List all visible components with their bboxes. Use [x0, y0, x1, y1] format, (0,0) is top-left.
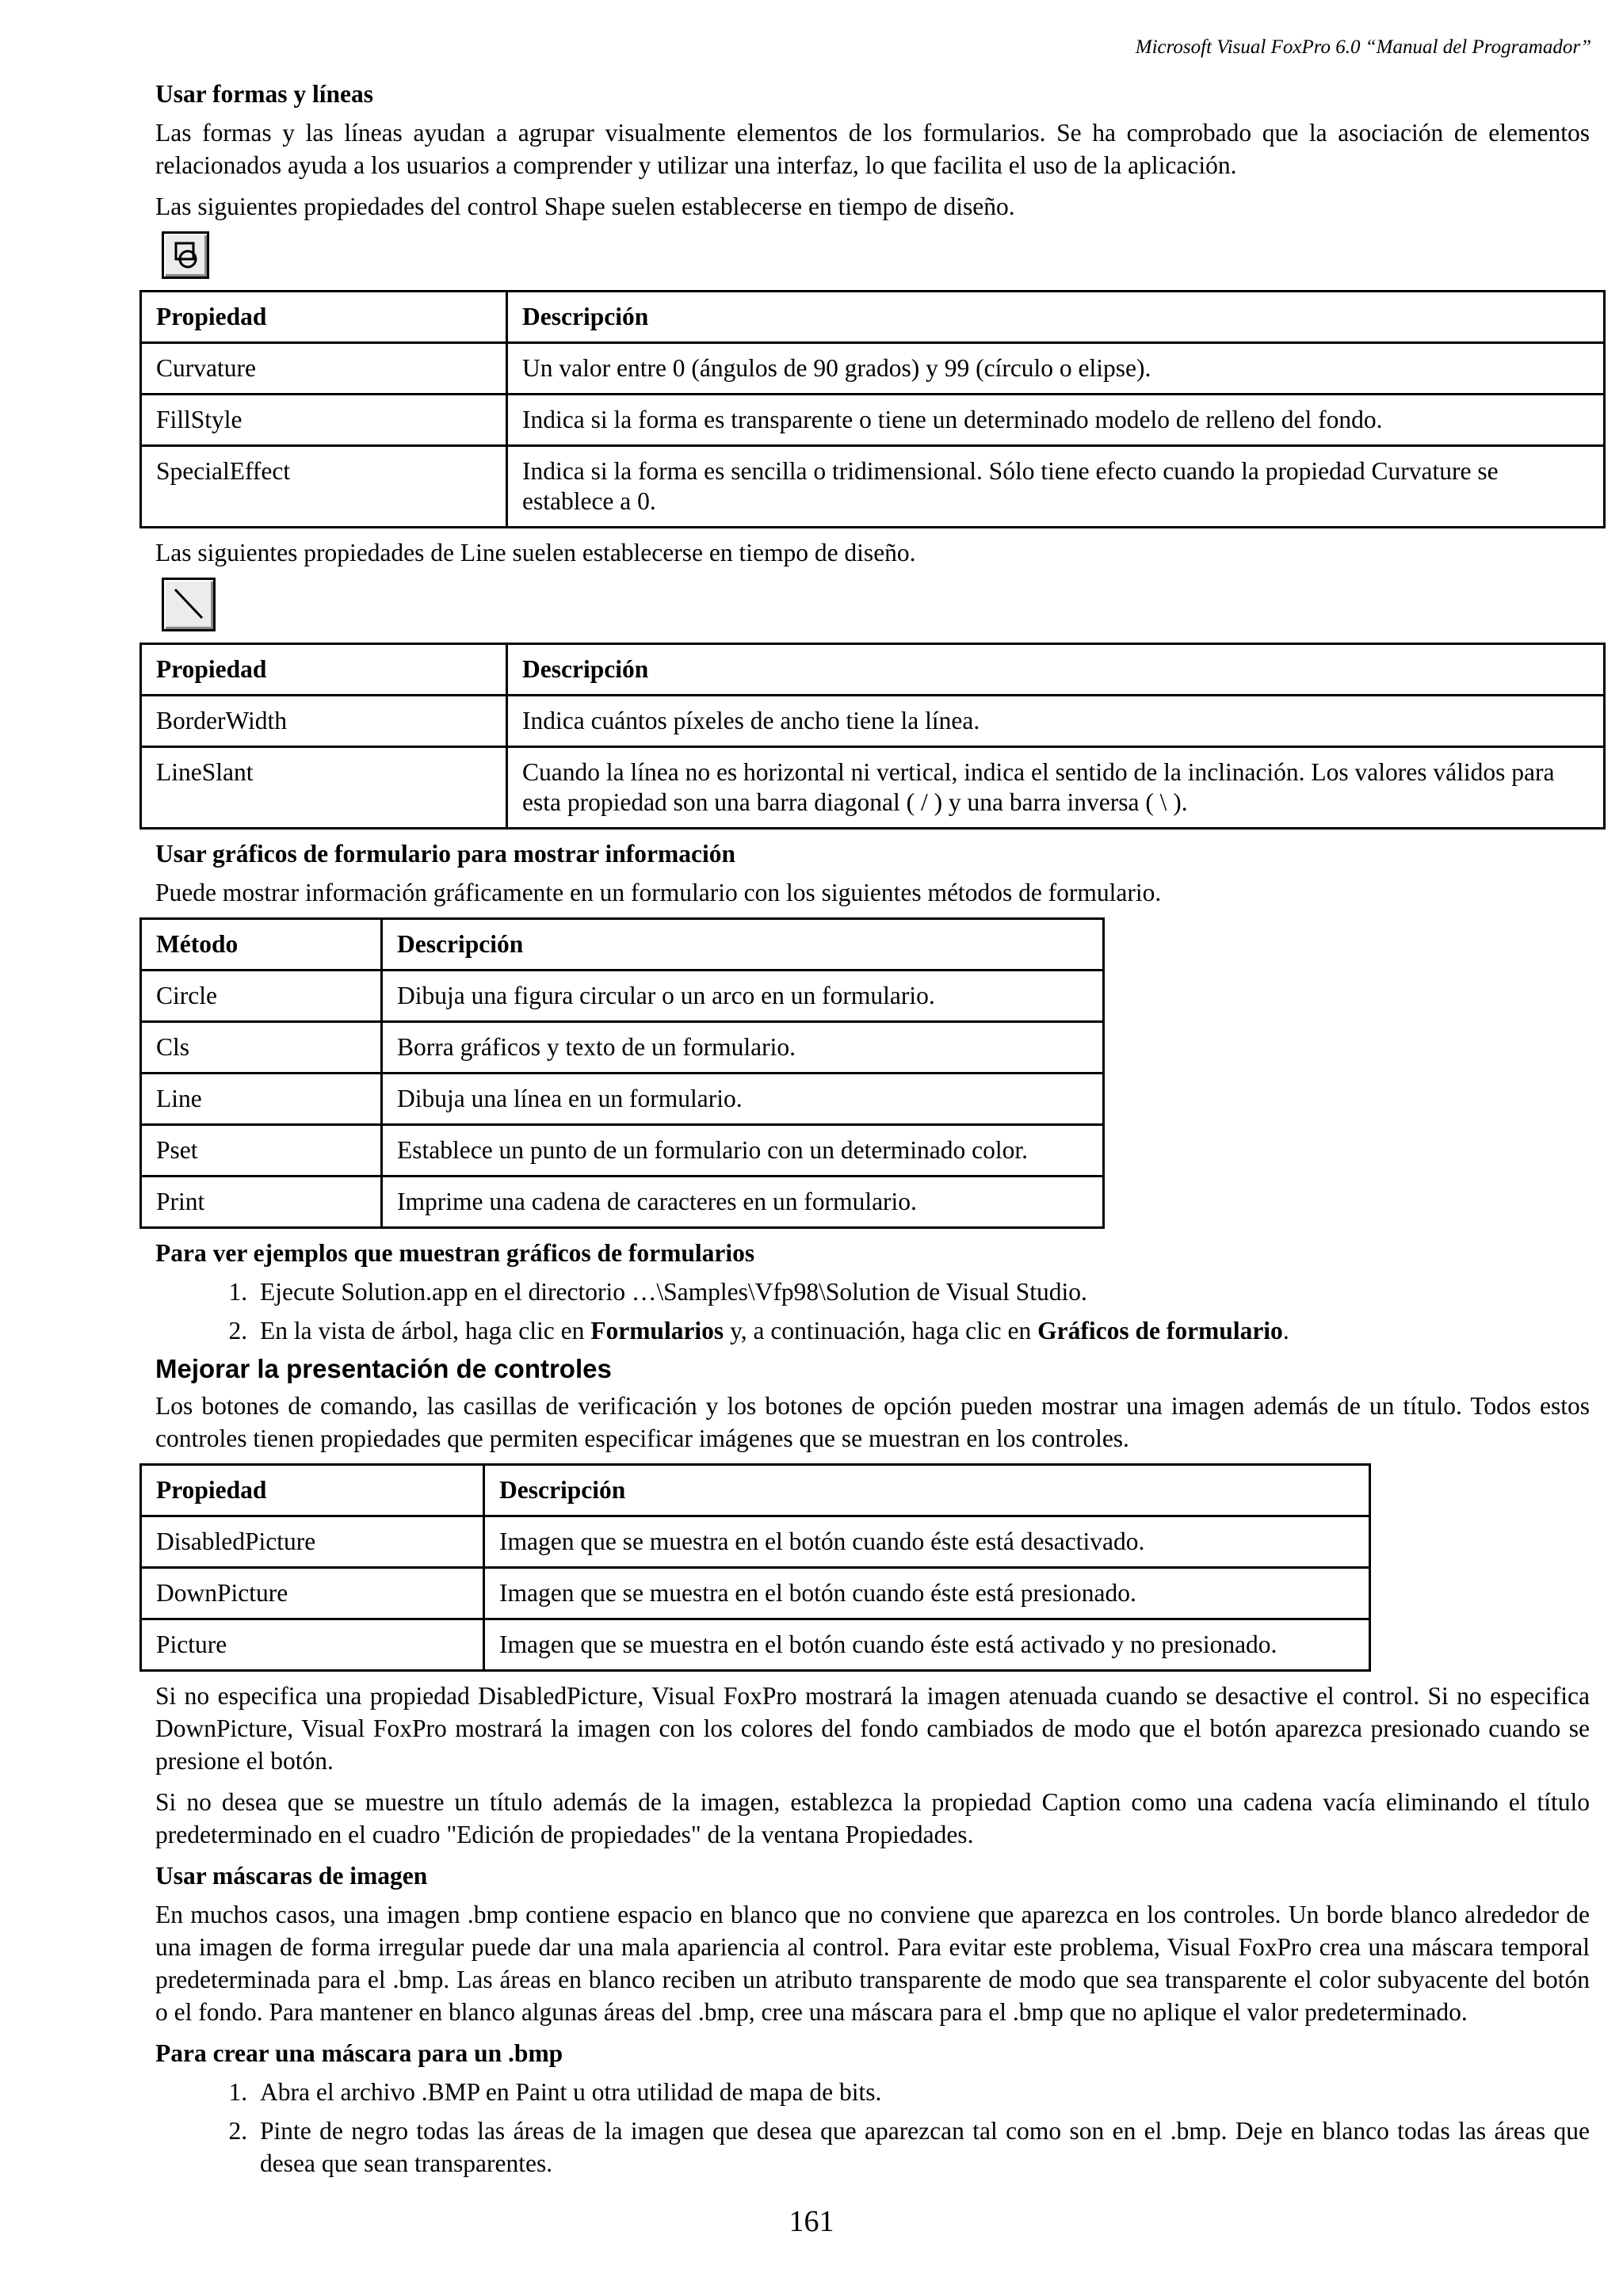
paragraph: Las formas y las líneas ayudan a agrupar visualmente elementos de los formularios. Se ha comprobado que la asociación de elementos relacionados ayuda a los usuarios a comprender y utilizar una interfaz, lo que facilita el uso de la aplicación. — [155, 119, 1590, 179]
table-header-row — [141, 644, 1605, 696]
table-header: Descripción — [382, 919, 1104, 971]
table-header: Propiedad — [141, 292, 507, 343]
section-title-shapes-lines: Usar formas y líneas — [155, 80, 374, 108]
table-cell: Indica si la forma es sencilla o tridimensional. Sólo tiene efecto cuando la propiedad Curvature se establece a 0. — [507, 446, 1605, 528]
section-title-form-graphics: Usar gráficos de formulario para mostrar información — [155, 840, 735, 868]
paragraph: Las siguientes propiedades de Line suelen establecerse en tiempo de diseño. — [155, 539, 916, 566]
page-number: 161 — [789, 2205, 834, 2238]
list-item — [254, 1314, 1590, 1347]
form-methods-table — [139, 917, 1105, 1229]
step-text: . — [1282, 1317, 1289, 1344]
table-cell: BorderWidth — [141, 696, 507, 747]
table-cell: Indica cuántos píxeles de ancho tiene la línea. — [507, 696, 1605, 747]
steps-list — [155, 2076, 1590, 2180]
table-cell: Picture — [141, 1619, 484, 1671]
procedure-title: Para ver ejemplos que muestran gráficos de formularios — [155, 1239, 755, 1267]
table-row — [141, 971, 1104, 1022]
table-cell: Imprime una cadena de caracteres en un formulario. — [382, 1177, 1104, 1228]
step-text: En la vista de árbol, haga clic en — [260, 1317, 591, 1344]
table-cell: Pset — [141, 1125, 382, 1177]
table-cell: Imagen que se muestra en el botón cuando éste está activado y no presionado. — [484, 1619, 1370, 1671]
table-cell: DisabledPicture — [141, 1516, 484, 1568]
table-row — [141, 1619, 1370, 1671]
table-row — [141, 747, 1605, 829]
table-header: Propiedad — [141, 1465, 484, 1516]
table-cell: Dibuja una línea en un formulario. — [382, 1074, 1104, 1125]
table-cell: FillStyle — [141, 395, 507, 446]
table-cell: Cuando la línea no es horizontal ni vertical, indica el sentido de la inclinación. Los valores válidos para esta propiedad son una barra diagonal ( / ) y una barra inversa ( \ ). — [507, 747, 1605, 829]
table-cell: Indica si la forma es transparente o tiene un determinado modelo de relleno del fondo. — [507, 395, 1605, 446]
table-header-row — [141, 919, 1104, 971]
bold-term: Formularios — [590, 1317, 724, 1344]
line-properties-table — [139, 643, 1606, 830]
shape-icon — [162, 231, 209, 279]
table-header-row — [141, 1465, 1370, 1516]
table-row — [141, 1516, 1370, 1568]
line-icon — [162, 578, 216, 631]
table-cell: Imagen que se muestra en el botón cuando éste está desactivado. — [484, 1516, 1370, 1568]
shape-properties-table — [139, 290, 1606, 528]
table-header: Descripción — [507, 644, 1605, 696]
table-row — [141, 395, 1605, 446]
list-item: 1. Ejecute Solution.app en el directorio …\Samples\Vfp98\Solution de Visual Studio. — [254, 1276, 1590, 1308]
table-cell: Dibuja una figura circular o un arco en un formulario. — [382, 971, 1104, 1022]
table-cell: Borra gráficos y texto de un formulario. — [382, 1022, 1104, 1074]
table-cell: LineSlant — [141, 747, 507, 829]
table-cell: Establece un punto de un formulario con un determinado color. — [382, 1125, 1104, 1177]
table-cell: Print — [141, 1177, 382, 1228]
table-row — [141, 1177, 1104, 1228]
paragraph: Si no especifica una propiedad DisabledPicture, Visual FoxPro mostrará la imagen atenuada cuando se desactive el control. Si no especifica DownPicture, Visual FoxPro mostrará la imagen con los colores del fondo cambiados de modo que el botón aparezca presionado cuando se presione el botón. — [155, 1682, 1590, 1775]
table-header-row — [141, 292, 1605, 343]
table-row — [141, 343, 1605, 395]
table-row — [141, 446, 1605, 528]
table-header: Propiedad — [141, 644, 507, 696]
table-cell: Un valor entre 0 (ángulos de 90 grados) y 99 (círculo o elipse). — [507, 343, 1605, 395]
table-cell: SpecialEffect — [141, 446, 507, 528]
table-header: Descripción — [484, 1465, 1370, 1516]
page-content — [155, 78, 1590, 2186]
table-row — [141, 696, 1605, 747]
paragraph: Puede mostrar información gráficamente en un formulario con los siguientes métodos de formulario. — [155, 879, 1162, 906]
picture-properties-table — [139, 1463, 1371, 1672]
list-item: 1. Abra el archivo .BMP en Paint u otra utilidad de mapa de bits. — [254, 2076, 1590, 2108]
table-row — [141, 1568, 1370, 1619]
table-row — [141, 1074, 1104, 1125]
table-row — [141, 1022, 1104, 1074]
table-header: Método — [141, 919, 382, 971]
table-cell: DownPicture — [141, 1568, 484, 1619]
paragraph: Los botones de comando, las casillas de verificación y los botones de opción pueden mostrar una imagen además de un título. Todos estos controles tienen propiedades que permiten especificar imágenes que se muestran en los controles. — [155, 1392, 1590, 1452]
procedure-title: Para crear una máscara para un .bmp — [155, 2039, 563, 2067]
table-cell: Circle — [141, 971, 382, 1022]
paragraph: Si no desea que se muestre un título además de la imagen, establezca la propiedad Caption como una cadena vacía eliminando el título predeterminado en el cuadro "Edición de propiedades" de la ventana Propiedades. — [155, 1788, 1590, 1848]
section-title-image-masks: Usar máscaras de imagen — [155, 1862, 428, 1890]
list-item: 2. Pinte de negro todas las áreas de la imagen que desea que aparezcan tal como son en el .bmp. Deje en blanco todas las áreas que desea que sean transparentes. — [254, 2115, 1590, 2180]
table-header: Descripción — [507, 292, 1605, 343]
table-cell: Curvature — [141, 343, 507, 395]
step-text: y, a continuación, haga clic en — [724, 1317, 1038, 1344]
table-cell: Line — [141, 1074, 382, 1125]
paragraph: En muchos casos, una imagen .bmp contiene espacio en blanco que no conviene que aparezca en los controles. Un borde blanco alrededor de una imagen de forma irregular puede dar una mala apariencia al control. Para evitar este problema, Visual FoxPro crea una máscara temporal predeterminada para el .bmp. Las áreas en blanco reciben un atributo transparente de modo que sea transparente el color subyacente del botón o el fondo. Para mantener en blanco algunas áreas del .bmp, cree una máscara para el .bmp que no aplique el valor predeterminado. — [155, 1901, 1590, 2026]
paragraph: Las siguientes propiedades del control Shape suelen establecerse en tiempo de diseño. — [155, 193, 1015, 220]
bold-term: Gráficos de formulario — [1037, 1317, 1283, 1344]
table-row — [141, 1125, 1104, 1177]
table-cell: Imagen que se muestra en el botón cuando éste está presionado. — [484, 1568, 1370, 1619]
steps-list — [155, 1276, 1590, 1347]
table-cell: Cls — [141, 1022, 382, 1074]
section-title-controls: Mejorar la presentación de controles — [155, 1354, 612, 1383]
running-header: Microsoft Visual FoxPro 6.0 “Manual del Programador” — [1135, 36, 1591, 58]
